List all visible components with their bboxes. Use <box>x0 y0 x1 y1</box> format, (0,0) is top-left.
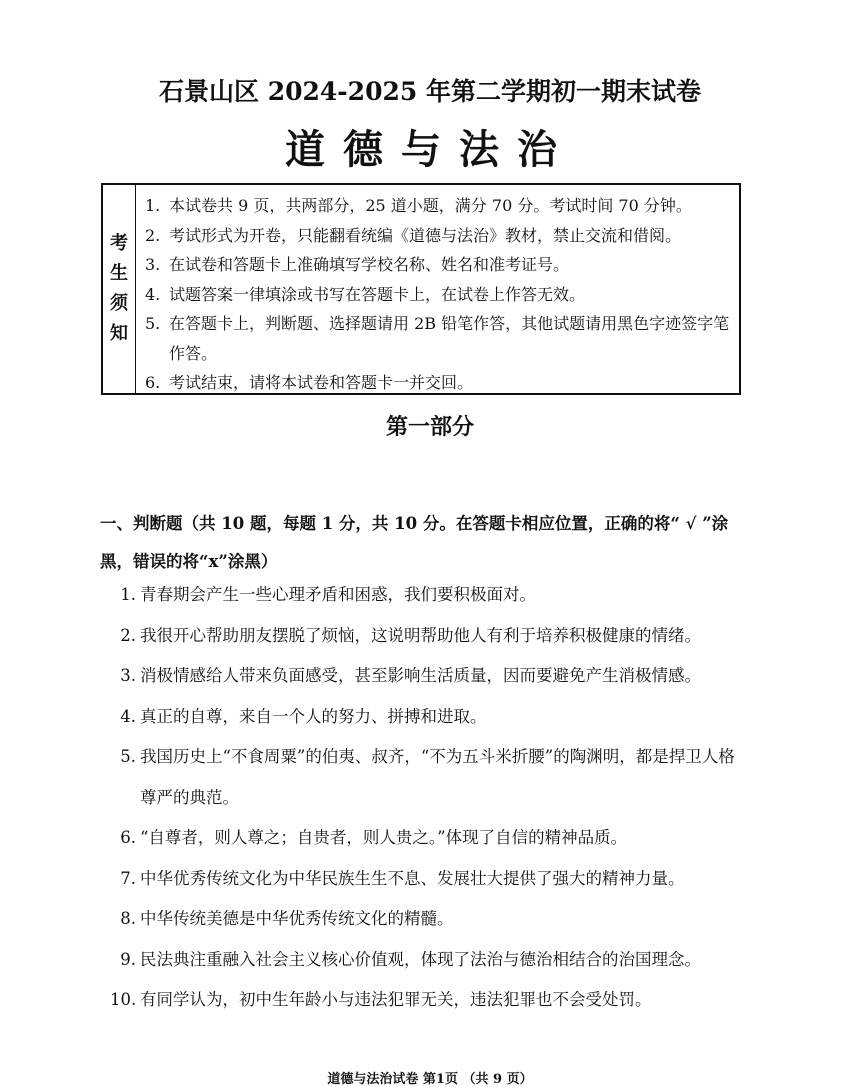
notice-item-number: 4. <box>145 284 161 304</box>
notice-item-text: 考试结束，请将本试卷和答题卡一并交回。 <box>169 373 474 392</box>
question-item <box>110 980 750 1021</box>
notice-item-text: 试题答案一律填涂或书写在答题卡上，在试卷上作答无效。 <box>169 284 586 304</box>
question-text: “自尊者，则人尊之；自贵者，则人贵之。”体现了自信的精神品质。 <box>140 828 628 847</box>
question-number: 10. <box>110 990 137 1009</box>
question-text: 我很开心帮助朋友摆脱了烦恼，这说明帮助他人有利于培养积极健康的情绪。 <box>140 625 701 645</box>
question-number: 2. <box>120 625 136 645</box>
question-item <box>110 656 750 697</box>
notice-item-number: 2. <box>145 225 161 245</box>
question-item <box>110 697 750 738</box>
question-item <box>110 859 750 900</box>
question-item <box>110 737 750 818</box>
question-number: 4. <box>120 706 136 726</box>
question-text: 真正的自尊，来自一个人的努力、拼搏和进取。 <box>140 706 487 726</box>
notice-item-text: 本试卷共 9 页，共两部分，25 道小题，满分 70 分。考试时间 70 分钟。 <box>169 196 692 215</box>
notice-item <box>145 368 733 398</box>
question-item <box>110 818 750 859</box>
question-number: 3. <box>120 666 136 685</box>
question-number: 1. <box>120 585 136 604</box>
question-text: 有同学认为，初中生年龄小与违法犯罪无关，违法犯罪也不会受处罚。 <box>140 990 652 1009</box>
exam-title: 石景山区 2024-2025 年第二学期初一期末试卷 <box>159 77 701 106</box>
notice-item-text: 在试卷和答题卡上准确填写学校名称、姓名和准考证号。 <box>169 255 570 274</box>
question-number: 9. <box>120 949 136 969</box>
notice-label <box>103 185 136 393</box>
notice-item <box>145 309 733 368</box>
question-text: 青春期会产生一些心理矛盾和困惑，我们要积极面对。 <box>140 585 536 604</box>
question-number: 5. <box>120 747 136 766</box>
question-item <box>110 575 750 616</box>
notice-list <box>145 191 733 398</box>
notice-item-text: 考试形式为开卷，只能翻看统编《道德与法治》教材，禁止交流和借阅。 <box>169 225 682 245</box>
notice-item <box>145 191 733 221</box>
question-text: 消极情感给人带来负面感受，甚至影响生活质量，因而要避免产生消极情感。 <box>140 666 701 685</box>
notice-label-char: 须 <box>110 293 128 314</box>
notice-item-number: 6. <box>145 373 161 392</box>
notice-item-number: 1. <box>145 196 161 215</box>
notice-item <box>145 280 733 310</box>
question-text: 中华优秀传统文化为中华民族生生不息、发展壮大提供了强大的精神力量。 <box>140 868 685 888</box>
notice-item <box>145 221 733 251</box>
question-text: 民法典注重融入社会主义核心价值观，体现了法治与德治相结合的治国理念。 <box>140 949 701 969</box>
exam-notice-box <box>101 183 741 395</box>
page-footer: 道德与法治试卷 第1页 （共 9 页） <box>327 1072 533 1087</box>
question-item <box>110 940 750 981</box>
notice-item-text: 在答题卡上，判断题、选择题请用 2B 铅笔作答，其他试题请用黑色字迹签字笔作答。 <box>169 314 730 363</box>
notice-label-char: 考 <box>110 233 128 254</box>
notice-label-char: 知 <box>110 323 128 344</box>
question-list <box>110 575 750 1021</box>
question-item <box>110 899 750 940</box>
question-text: 我国历史上“不食周粟”的伯夷、叔齐，“不为五斗米折腰”的陶渊明，都是捍卫人格尊严的典范。 <box>140 747 735 807</box>
subject-title: 道德与法治 <box>285 126 575 173</box>
notice-label-char: 生 <box>110 263 128 284</box>
notice-item <box>145 250 733 280</box>
part-title: 第一部分 <box>385 414 474 440</box>
question-number: 8. <box>120 909 136 928</box>
question-text: 中华传统美德是中华优秀传统文化的精髓。 <box>140 909 454 928</box>
question-item <box>110 616 750 657</box>
notice-item-number: 5. <box>145 314 161 333</box>
question-number: 7. <box>120 868 136 888</box>
question-number: 6. <box>120 828 136 847</box>
section-heading: 一、判断题（共 10 题，每题 1 分，共 10 分。在答题卡相应位置，正确的将“ √ ”涂黑，错误的将“x”涂黑） <box>100 514 729 571</box>
notice-item-number: 3. <box>145 255 161 274</box>
